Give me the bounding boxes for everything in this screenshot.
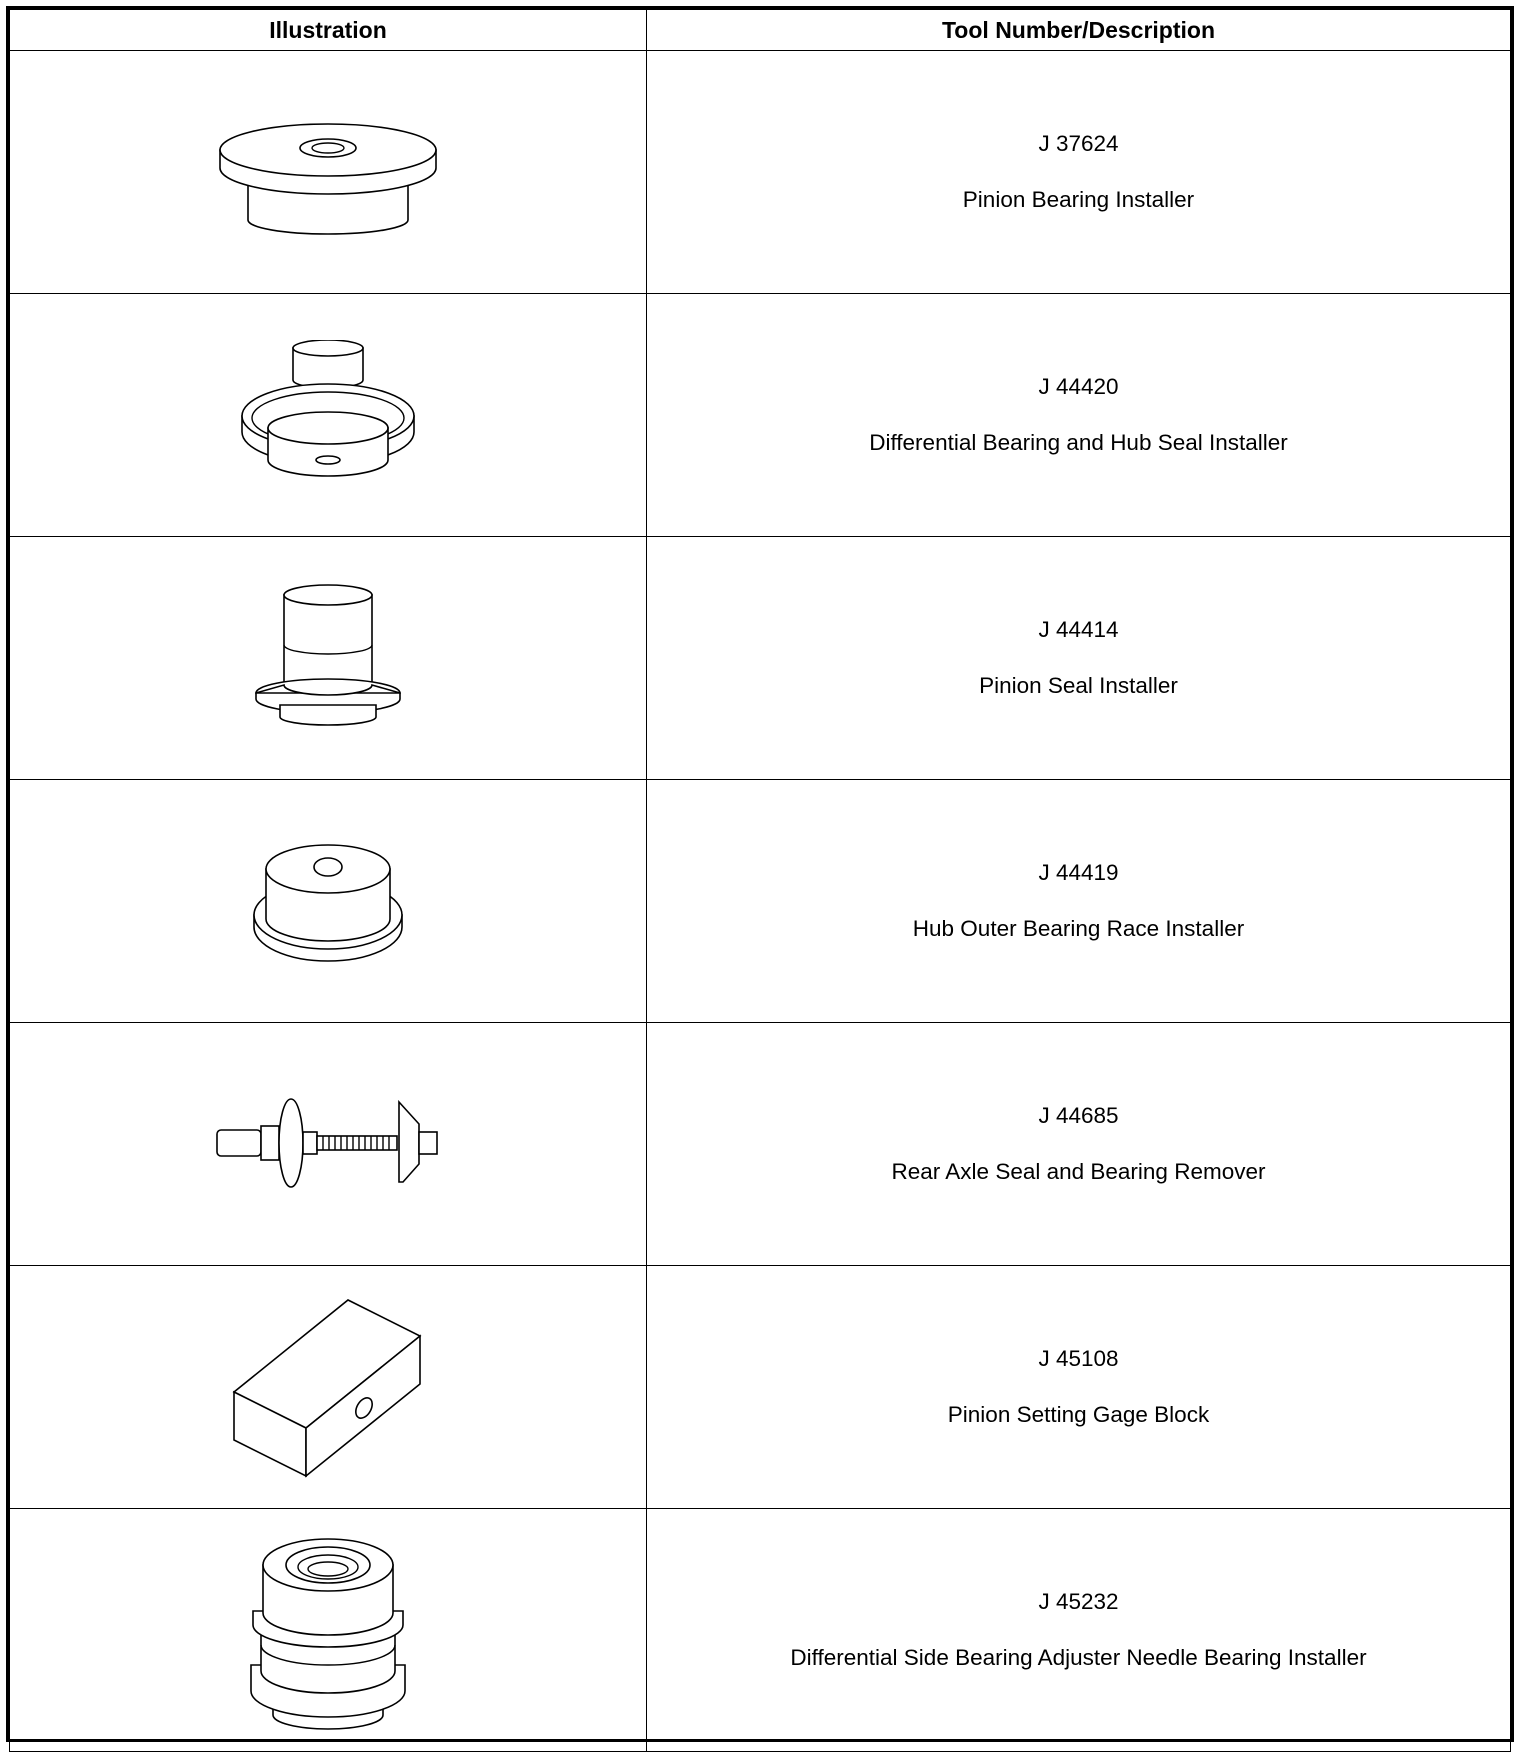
tool-description: Rear Axle Seal and Bearing Remover bbox=[891, 1159, 1266, 1184]
differential-bearing-hub-seal-installer-icon bbox=[228, 340, 428, 490]
tool-description: Hub Outer Bearing Race Installer bbox=[912, 916, 1245, 941]
illustration-cell bbox=[10, 1266, 647, 1509]
hub-outer-bearing-race-installer-icon bbox=[248, 831, 408, 971]
table-row bbox=[10, 537, 1511, 780]
tool-description: Pinion Seal Installer bbox=[979, 673, 1178, 698]
tool-description-cell bbox=[647, 1509, 1511, 1752]
pinion-bearing-installer-icon bbox=[208, 102, 448, 242]
header-tool-number-description: Tool Number/Description bbox=[647, 10, 1511, 51]
illustration-cell bbox=[10, 51, 647, 294]
illustration-cell bbox=[10, 537, 647, 780]
tool-number: J 37624 bbox=[1038, 131, 1119, 156]
table-row bbox=[10, 294, 1511, 537]
tool-description-cell bbox=[647, 1023, 1511, 1266]
tool-description-cell bbox=[647, 537, 1511, 780]
header-illustration: Illustration bbox=[10, 10, 647, 51]
tool-number: J 44414 bbox=[1038, 617, 1119, 642]
tool-description: Differential Bearing and Hub Seal Installer bbox=[869, 430, 1288, 455]
tool-number: J 44419 bbox=[1038, 860, 1119, 885]
tool-number: J 44420 bbox=[1038, 374, 1119, 399]
table-row bbox=[10, 51, 1511, 294]
table-row bbox=[10, 1023, 1511, 1266]
pinion-setting-gage-block-icon bbox=[228, 1292, 428, 1482]
tool-description-cell bbox=[647, 780, 1511, 1023]
tool-number: J 44685 bbox=[1038, 1103, 1119, 1128]
rear-axle-seal-bearing-remover-icon bbox=[213, 1094, 443, 1194]
tool-description: Pinion Setting Gage Block bbox=[947, 1402, 1210, 1427]
table-row bbox=[10, 1266, 1511, 1509]
special-tools-table-frame bbox=[6, 6, 1514, 1742]
tool-number: J 45232 bbox=[1038, 1589, 1119, 1614]
illustration-cell bbox=[10, 1023, 647, 1266]
tool-description: Differential Side Bearing Adjuster Needle Bearing Installer bbox=[790, 1645, 1367, 1670]
illustration-cell bbox=[10, 294, 647, 537]
illustration-cell bbox=[10, 780, 647, 1023]
pinion-seal-installer-icon bbox=[248, 583, 408, 733]
tool-description-cell bbox=[647, 51, 1511, 294]
tool-description-cell bbox=[647, 1266, 1511, 1509]
tool-description-cell bbox=[647, 294, 1511, 537]
special-tools-table bbox=[9, 9, 1511, 1752]
tool-number: J 45108 bbox=[1038, 1346, 1119, 1371]
table-row bbox=[10, 780, 1511, 1023]
illustration-cell bbox=[10, 1509, 647, 1752]
needle-bearing-installer-icon bbox=[243, 1525, 413, 1735]
tool-description: Pinion Bearing Installer bbox=[962, 187, 1195, 212]
table-row bbox=[10, 1509, 1511, 1752]
header-row bbox=[10, 10, 1511, 51]
